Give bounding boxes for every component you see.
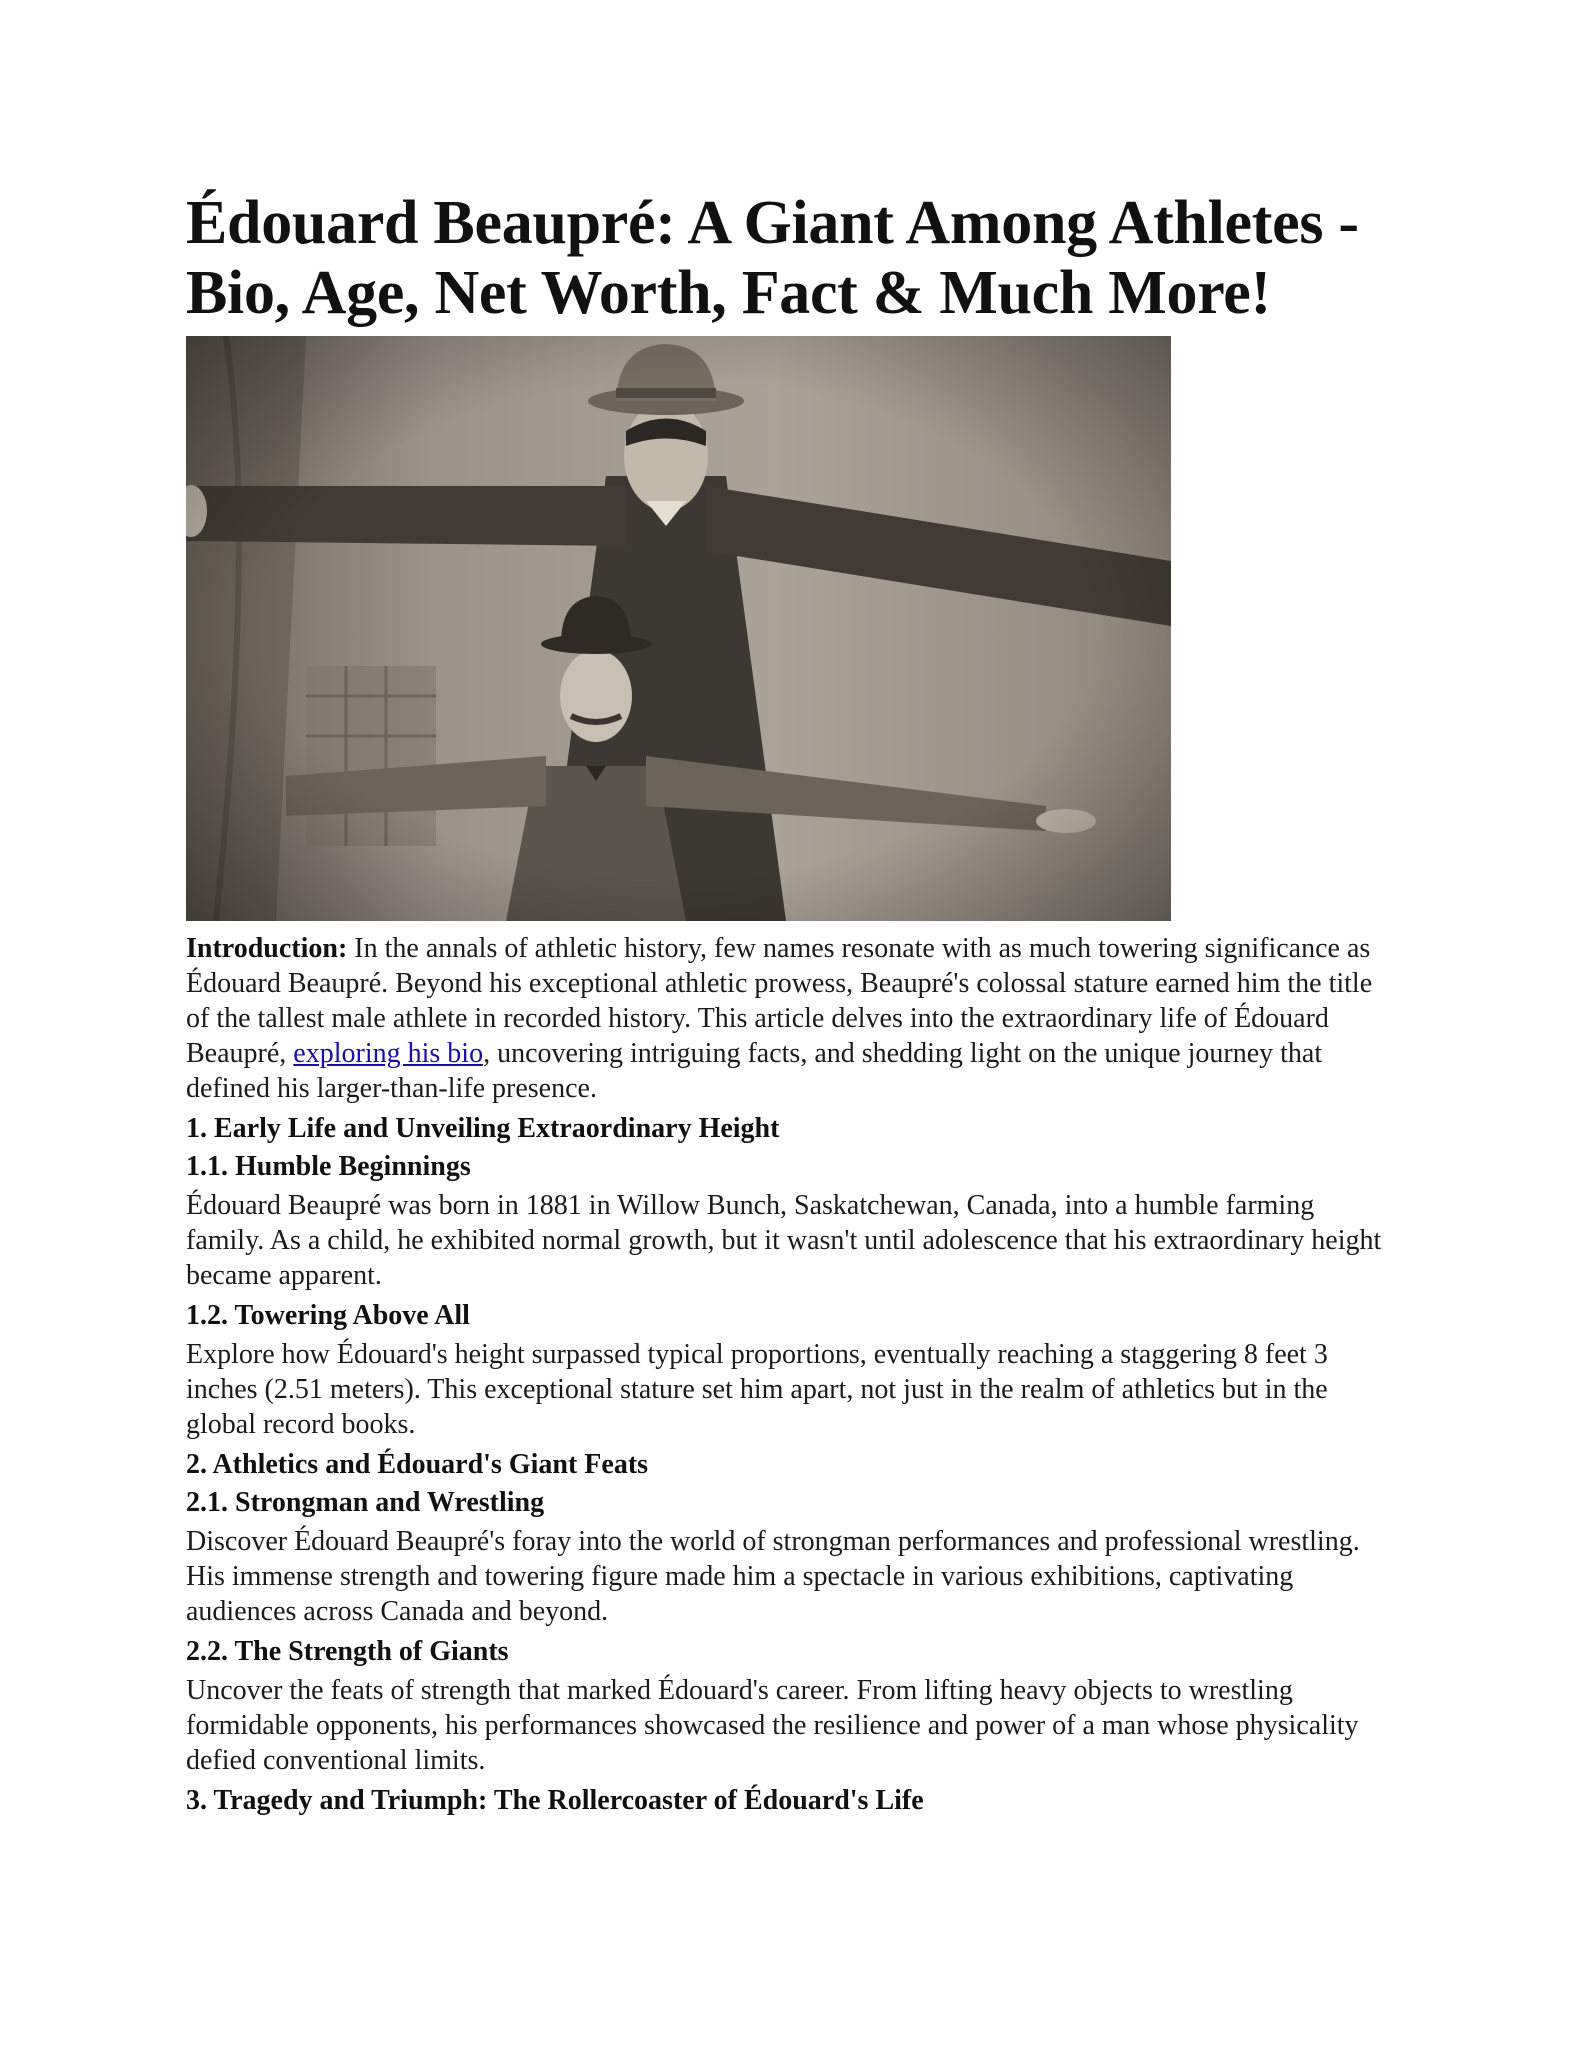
vintage-photo-icon bbox=[186, 336, 1171, 921]
article-title: Édouard Beaupré: A Giant Among Athletes - Bio, Age, Net Worth, Fact & Much More! bbox=[186, 189, 1359, 327]
intro-paragraph bbox=[186, 931, 1386, 1106]
article-page bbox=[186, 188, 1386, 1822]
section-paragraph: Explore how Édouard's height surpassed typical proportions, eventually reaching a staggering 8 feet 3 inches (2.51 meters). This exceptional stature set him apart, not just in the realm of athletics but in the global record books. bbox=[186, 1339, 1328, 1440]
section-paragraph: Uncover the feats of strength that marked Édouard's career. From lifting heavy objects to wrestling formidable opponents, his performances showcased the resilience and power of a man whose physicality defied conventional limits. bbox=[186, 1675, 1359, 1776]
article-body bbox=[186, 931, 1386, 1818]
section-heading: 1. Early Life and Unveiling Extraordinary Height bbox=[186, 1113, 780, 1144]
intro-text-end: , uncovering intriguing facts, and shedding light on the unique journey that defined his larger-than-life presence. bbox=[186, 1038, 1323, 1104]
subsection-heading: 1.2. Towering Above All bbox=[186, 1300, 470, 1331]
section-paragraph: Édouard Beaupré was born in 1881 in Willow Bunch, Saskatchewan, Canada, into a humble farming family. As a child, he exhibited normal growth, but it wasn't until adolescence that his extraordinary height became apparent. bbox=[186, 1190, 1382, 1291]
section-heading: 2. Athletics and Édouard's Giant Feats bbox=[186, 1449, 649, 1480]
intro-text: In the annals of athletic history, few names resonate with as much towering significance as Édouard Beaupré. Beyond his exceptional athletic prowess, Beaupré's colossal stature earned him the title of the tallest male athlete in recorded history. This article delves into the extraordinary life of Édouard Beaupré, bbox=[186, 933, 1373, 1069]
subsection-heading: 2.2. The Strength of Giants bbox=[186, 1636, 509, 1667]
exploring-bio-link[interactable]: exploring his bio bbox=[293, 1038, 484, 1069]
section-paragraph: Discover Édouard Beaupré's foray into the world of strongman performances and professional wrestling. His immense strength and towering figure made him a spectacle in various exhibitions, captivating audiences across Canada and beyond. bbox=[186, 1526, 1360, 1627]
article-photo bbox=[186, 336, 1171, 921]
subsection-heading: 1.1. Humble Beginnings bbox=[186, 1151, 471, 1182]
subsection-heading: 2.1. Strongman and Wrestling bbox=[186, 1487, 545, 1518]
intro-label: Introduction: bbox=[186, 933, 348, 964]
section-heading: 3. Tragedy and Triumph: The Rollercoaster of Édouard's Life bbox=[186, 1785, 924, 1816]
